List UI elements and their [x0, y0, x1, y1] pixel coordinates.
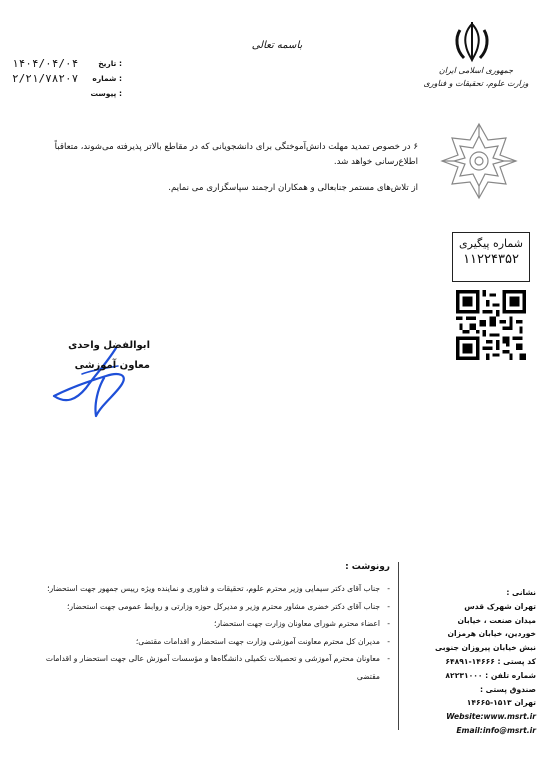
- number-label: شماره :: [92, 74, 122, 83]
- ministry-line-2: وزارت علوم، تحقیقات و فناوری: [423, 79, 529, 88]
- body-paragraph-1: ۶ در خصوص تمدید مهلت دانش‌آموختگی برای دانشجویانی که در مقاطع بالاتر پذیرفته می‌شوند، متعاقباً اطلاع‌رسانی خواهد شد.: [54, 142, 418, 167]
- attachment-row: [12, 87, 122, 102]
- cc-item: - مدیران کل محترم معاونت آموزشی وزارت جهت استحضار و اقدامات مقتضی؛: [30, 633, 390, 651]
- islamic-ornament-icon: [438, 120, 520, 202]
- postal-code: کد پستی : ۱۴۶۶۶-۶۴۸۹۱: [445, 656, 536, 666]
- signer-name: ابوالفضل واحدی: [68, 340, 150, 351]
- cc-item: - جناب آقای دکتر سیمایی وزیر محترم علوم، تحقیقات و فناوری و نماینده ویژه رییس جمهور جهت استحضار؛: [30, 580, 390, 598]
- ministry-line-1: جمهوری اسلامی ایران: [438, 66, 514, 75]
- ministry-name: [420, 64, 532, 90]
- body-paragraph-2: از تلاش‌های مستمر جنابعالی و همکاران ارجمند سپاسگزاری می نمایم.: [168, 183, 418, 193]
- attachment-label: پیوست :: [90, 89, 122, 98]
- address-label: نشانی :: [506, 588, 536, 597]
- email-link[interactable]: Email:info@msrt.ir: [456, 725, 536, 735]
- cc-list: [30, 580, 390, 685]
- tracking-label: شماره پیگیری: [459, 237, 523, 250]
- cc-item: - جناب آقای دکتر خضری مشاور محترم وزیر و مدیرکل حوزه وزارتی و روابط عمومی جهت استحضار؛: [30, 598, 390, 616]
- po-box-label: صندوق پستی :: [479, 684, 536, 694]
- tracking-box: [452, 232, 530, 282]
- website-link[interactable]: Website:www.msrt.ir: [446, 712, 536, 722]
- cc-item: - معاونان محترم آموزشی و تحصیلات تکمیلی دانشگاه‌ها و مؤسسات آموزش عالی جهت استحضار و اقدامات مقتضی: [30, 650, 390, 685]
- date-label: تاریخ :: [98, 59, 122, 68]
- iran-emblem-icon: [452, 20, 492, 64]
- letter-body: [20, 140, 418, 208]
- phone-number: شماره تلفن : ۸۲۲۳۱۰۰۰: [445, 670, 536, 680]
- address-line: میدان صنعت ، خیابان: [457, 615, 536, 625]
- number-value: ۲/۲۱/۷۸۲۰۷: [12, 72, 79, 85]
- address-line: خوردین، خیابان هرمزان: [447, 629, 536, 639]
- qr-code-icon: [456, 290, 526, 360]
- number-row: [12, 72, 122, 87]
- cc-item: - اعضاء محترم شورای معاونان وزارت جهت استحضار؛: [30, 615, 390, 633]
- contact-block: [410, 586, 536, 738]
- date-row: [12, 57, 122, 72]
- signer-block: [40, 336, 150, 376]
- divider-line: [398, 562, 399, 730]
- po-box-value: تهران ۱۵۱۳-۱۴۶۶۵: [466, 698, 536, 708]
- signer-title: معاون آموزشی: [74, 360, 150, 371]
- bismillah-heading: باسمه تعالی: [251, 40, 303, 51]
- address-line: تهران شهرک قدس: [464, 601, 536, 611]
- tracking-number: ۱۱۲۲۴۳۵۲: [463, 252, 519, 267]
- letter-meta: [12, 57, 122, 102]
- cc-title: رونوشت :: [345, 562, 390, 572]
- date-value: ۱۴۰۴/۰۴/۰۴: [12, 57, 79, 70]
- address-line: نبش خیابان پیروزان جنوبی: [435, 643, 536, 653]
